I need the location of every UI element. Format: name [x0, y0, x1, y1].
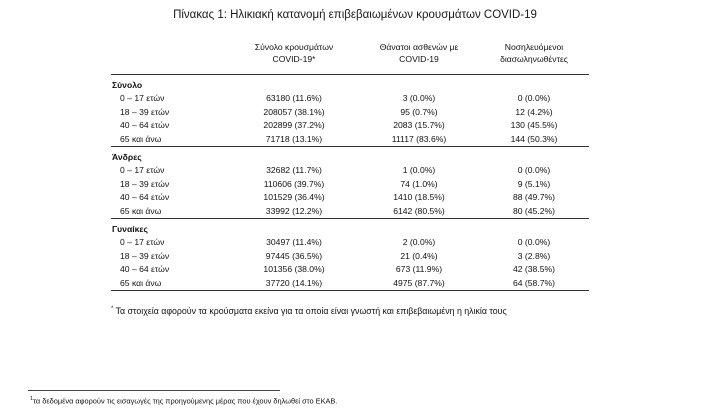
- section-title: Σύνολο: [112, 80, 143, 90]
- intubated-cell: 144 (50.3%): [510, 133, 558, 144]
- table-body: [111, 79, 589, 291]
- age-group-cell: 18 – 39 ετών: [120, 106, 170, 117]
- section-title: Άνδρες: [112, 152, 142, 162]
- header-intubated-line1: Νοσηλευόμενοι: [504, 42, 564, 52]
- cases-cell: 101529 (36.4%): [263, 192, 325, 202]
- table-row: [111, 119, 589, 133]
- deaths-cell: 1 (0.0%): [402, 165, 436, 175]
- age-group-cell: 65 και άνω: [120, 133, 162, 144]
- table-row: [111, 191, 589, 205]
- header-empty-cell: [111, 38, 229, 74]
- intubated-cell: 0 (0.0%): [517, 165, 551, 175]
- footnote-marker: 1: [30, 396, 34, 402]
- table-title: Πίνακας 1: Ηλικιακή κατανομή επιβεβαιωμένων κρουσμάτων COVID-19: [173, 9, 537, 21]
- age-group-cell: 0 – 17 ετών: [120, 93, 165, 103]
- table-header: [111, 38, 589, 75]
- cases-cell: 63180 (11.6%): [266, 93, 322, 103]
- table-row: [111, 236, 589, 250]
- intubated-cell: 130 (45.5%): [510, 120, 558, 130]
- cases-cell: 30497 (11.4%): [266, 237, 322, 247]
- note-marker: *: [111, 306, 114, 313]
- age-group-cell: 0 – 17 ετών: [120, 165, 165, 175]
- cases-cell: 37720 (14.1%): [265, 277, 323, 288]
- deaths-cell: 21 (0.4%): [400, 250, 438, 261]
- table-row: [111, 263, 589, 277]
- cases-cell: 71718 (13.1%): [265, 133, 323, 144]
- header-total-cases-line1: Σύνολο κρουσμάτων: [254, 42, 334, 52]
- table-note: [111, 306, 507, 316]
- table-section: [111, 79, 589, 147]
- age-group-cell: 65 και άνω: [120, 277, 162, 288]
- table-row: [111, 92, 589, 106]
- header-total-cases-line2: COVID-19*: [272, 54, 316, 64]
- footnote-text: τα δεδομένα αφορούν τις εισαγωγές της προηγούμενης μέρας που έχουν δηλωθεί στο ΕΚΑΒ.: [33, 396, 338, 406]
- intubated-cell: 12 (4.2%): [515, 106, 553, 117]
- deaths-cell: 6142 (80.5%): [393, 205, 445, 216]
- intubated-cell: 88 (49.7%): [512, 192, 556, 202]
- header-total-cases: [229, 38, 359, 74]
- age-group-cell: 18 – 39 ετών: [120, 178, 170, 189]
- note-text: Τα στοιχεία αφορούν τα κρούσματα εκείνα για τα οποία είναι γνωστή και επιβεβαιωμένη η ηλικία τους: [115, 306, 507, 316]
- header-intubated-line2: διασωληνωθέντες: [500, 54, 568, 64]
- table-row: [111, 277, 589, 291]
- cases-cell: 97445 (36.5%): [265, 250, 323, 261]
- age-group-cell: 40 – 64 ετών: [120, 120, 170, 130]
- cases-cell: 202899 (37.2%): [263, 120, 325, 130]
- header-deaths-line2: COVID-19: [399, 54, 439, 64]
- deaths-cell: 74 (1.0%): [400, 178, 438, 189]
- age-group-cell: 65 και άνω: [120, 205, 162, 216]
- deaths-cell: 3 (0.0%): [402, 93, 436, 103]
- deaths-cell: 673 (11.9%): [395, 264, 443, 274]
- intubated-cell: 0 (0.0%): [517, 237, 551, 247]
- age-group-cell: 40 – 64 ετών: [120, 264, 170, 274]
- footnote: [30, 396, 337, 405]
- table-row: [111, 133, 589, 147]
- table-section: [111, 151, 589, 219]
- intubated-cell: 0 (0.0%): [517, 93, 551, 103]
- age-group-cell: 0 – 17 ετών: [120, 237, 165, 247]
- cases-cell: 32682 (11.7%): [266, 165, 322, 175]
- age-group-cell: 18 – 39 ετών: [120, 250, 170, 261]
- deaths-cell: 11117 (83.6%): [391, 133, 447, 144]
- intubated-cell: 80 (45.2%): [512, 205, 556, 216]
- table-row: [111, 178, 589, 192]
- footnote-divider: [28, 390, 280, 391]
- cases-cell: 101356 (38.0%): [263, 264, 325, 274]
- deaths-cell: 2 (0.0%): [402, 237, 436, 247]
- intubated-cell: 9 (5.1%): [517, 178, 551, 189]
- age-group-cell: 40 – 64 ετών: [120, 192, 170, 202]
- header-deaths: [359, 38, 479, 74]
- deaths-cell: 4975 (87.7%): [393, 277, 445, 288]
- section-title: Γυναίκες: [112, 224, 148, 234]
- header-intubated: [479, 38, 589, 74]
- intubated-cell: 42 (38.5%): [512, 264, 556, 274]
- table-section: [111, 223, 589, 291]
- age-distribution-table: [111, 38, 589, 291]
- deaths-cell: 2083 (15.7%): [393, 120, 445, 130]
- deaths-cell: 95 (0.7%): [400, 106, 438, 117]
- table-row: [111, 205, 589, 219]
- cases-cell: 208057 (38.1%): [263, 106, 325, 117]
- table-row: [111, 106, 589, 120]
- deaths-cell: 1410 (18.5%): [393, 192, 445, 202]
- table-row: [111, 250, 589, 264]
- intubated-cell: 3 (2.8%): [517, 250, 551, 261]
- intubated-cell: 64 (58.7%): [512, 277, 556, 288]
- header-deaths-line1: Θάνατοι ασθενών με: [379, 42, 459, 52]
- table-row: [111, 164, 589, 178]
- cases-cell: 110606 (39.7%): [263, 178, 325, 189]
- cases-cell: 33992 (12.2%): [265, 205, 323, 216]
